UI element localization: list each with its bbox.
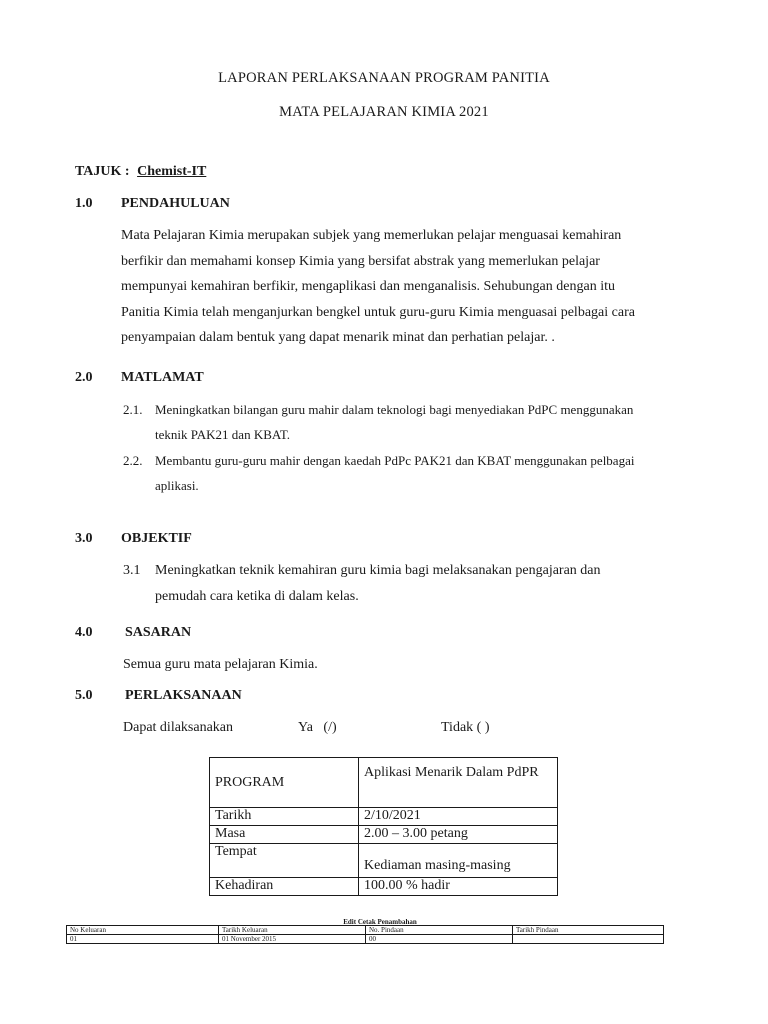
table-cell-label: Kehadiran (210, 878, 359, 896)
footer-value-cell: 01 (67, 935, 219, 944)
paragraph-line: berfikir dan memahami konsep Kimia yang bersifat abstrak yang memerlukan pelajar (121, 253, 600, 269)
section-2-heading: MATLAMAT (121, 370, 204, 385)
footer-header-cell: No. Pindaan (366, 926, 513, 935)
section-5-number: 5.0 (75, 688, 93, 703)
footer-value-cell (513, 935, 664, 944)
dapat-label: Dapat dilaksanakan (123, 720, 234, 735)
section-3-heading: OBJEKTIF (121, 531, 192, 546)
table-cell-label: PROGRAM (210, 758, 359, 808)
section-4-number: 4.0 (75, 625, 93, 640)
section-4-heading: SASARAN (125, 625, 192, 640)
tajuk-value: Chemist-IT (137, 164, 207, 179)
item-line: aplikasi. (155, 478, 199, 493)
report-title: LAPORAN PERLAKSANAAN PROGRAM PANITIA (218, 70, 550, 86)
footer-header-cell: Tarikh Keluaran (219, 926, 366, 935)
footer-value-cell: 01 November 2015 (219, 935, 366, 944)
item-line: pemudah cara ketika di dalam kelas. (155, 588, 359, 604)
tidak-option: Tidak ( ) (441, 720, 490, 735)
table-row (210, 826, 558, 844)
paragraph-line: Panitia Kimia telah menganjurkan bengkel untuk guru-guru Kimia menguasai pelbagai cara (121, 304, 635, 320)
table-cell-value: 100.00 % hadir (359, 878, 558, 896)
table-row (210, 844, 558, 878)
table-row (210, 878, 558, 896)
section-2-number: 2.0 (75, 370, 93, 385)
table-cell-value: Aplikasi Menarik Dalam PdPR (359, 758, 558, 808)
item-line: Membantu guru-guru mahir dengan kaedah PdPc PAK21 dan KBAT menggunakan pelbagai (155, 453, 635, 468)
table-cell-value: 2/10/2021 (359, 808, 558, 826)
table-row (67, 926, 664, 935)
table-cell-label: Masa (210, 826, 359, 844)
table-cell-label: Tarikh (210, 808, 359, 826)
tajuk-label: TAJUK : (75, 164, 130, 179)
item-line: Meningkatkan bilangan guru mahir dalam teknologi bagi menyediakan PdPC menggunakan (155, 402, 634, 417)
matlamat-item-1 (155, 397, 755, 447)
item-line: Meningkatkan teknik kemahiran guru kimia bagi melaksanakan pengajaran dan (155, 563, 601, 578)
paragraph-line: Mata Pelajaran Kimia merupakan subjek yang memerlukan pelajar menguasai kemahiran (121, 228, 622, 243)
item-line: teknik PAK21 dan KBAT. (155, 427, 291, 442)
paragraph-line: mempunyai kemahiran berfikir, mengaplikasi dan menganalisis. Sehubungan dengan itu (121, 279, 615, 294)
section-1-paragraph (121, 223, 741, 351)
table-row (210, 808, 558, 826)
sasaran-text: Semua guru mata pelajaran Kimia. (123, 657, 318, 672)
ya-option: Ya (/) (298, 720, 337, 735)
table-row (67, 935, 664, 944)
matlamat-item-2 (155, 448, 755, 498)
footer-value-cell: 00 (366, 935, 513, 944)
footer-header-cell: No Keluaran (67, 926, 219, 935)
table-cell-label: Tempat (210, 844, 359, 878)
table-cell-value: 2.00 – 3.00 petang (359, 826, 558, 844)
program-table (209, 757, 558, 896)
footer-overlay-text: Edit Cetak Penambahan (343, 918, 417, 926)
report-subtitle: MATA PELAJARAN KIMIA 2021 (279, 104, 489, 120)
table-cell-value: Kediaman masing-masing (359, 844, 558, 878)
section-1-heading: PENDAHULUAN (121, 196, 230, 211)
objektif-item-number: 3.1 (123, 563, 141, 578)
matlamat-item-2-number: 2.2. (123, 453, 143, 468)
section-5-heading: PERLAKSANAAN (125, 688, 242, 703)
section-1-number: 1.0 (75, 196, 93, 211)
matlamat-item-1-number: 2.1. (123, 402, 143, 417)
section-3-number: 3.0 (75, 531, 93, 546)
paragraph-line: penyampaian dalam bentuk yang dapat menarik minat dan perhatian pelajar. . (121, 330, 555, 345)
table-row (210, 758, 558, 808)
tajuk-line (75, 164, 206, 180)
objektif-item (155, 558, 745, 609)
footer-table (66, 925, 664, 944)
footer-header-cell: Tarikh Pindaan (513, 926, 664, 935)
